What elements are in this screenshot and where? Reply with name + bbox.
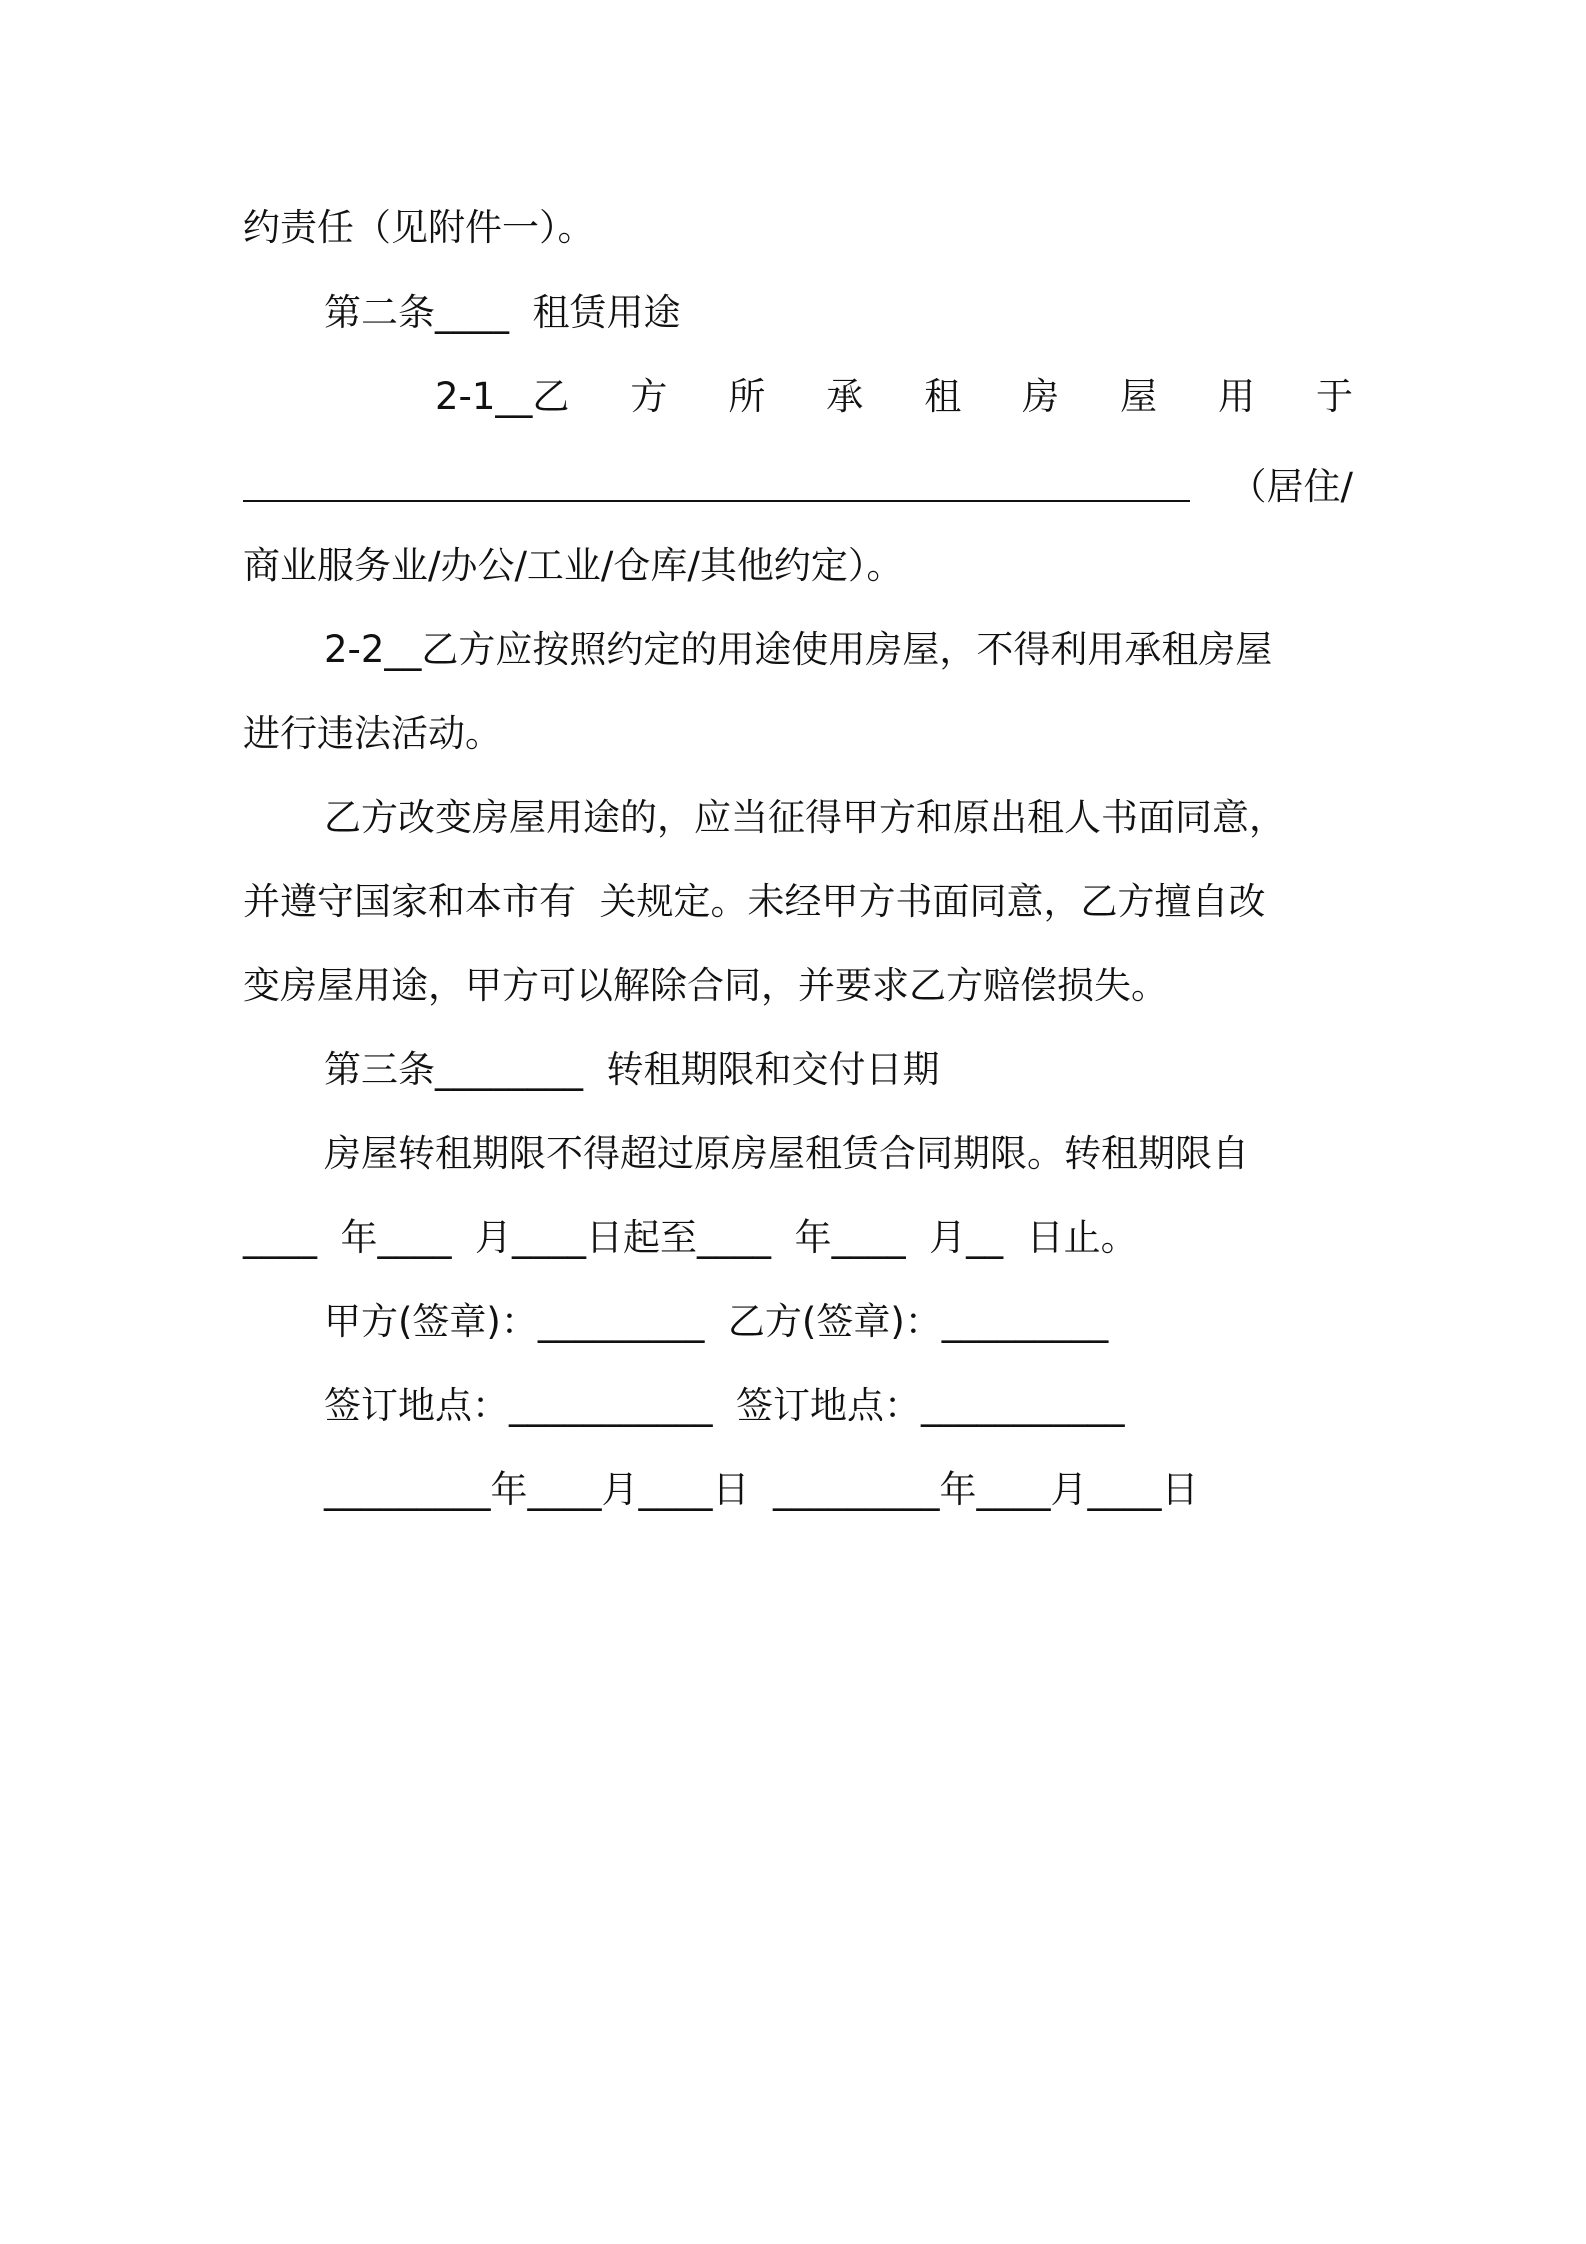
clause-2-1-char: 用 xyxy=(1218,375,1255,418)
clause-2-1-char: 屋 xyxy=(1120,375,1158,418)
signature-place-line: 签订地点：___________ 签订地点：___________ xyxy=(324,1384,1125,1427)
paragraph-continuation: 约责任（见附件一）。 xyxy=(243,206,595,249)
clause-2-2-line2: 进行违法活动。 xyxy=(243,712,502,755)
clause-2-2-line1: 2-2__乙方应按照约定的用途使用房屋，不得利用承租房屋 xyxy=(324,628,1273,671)
change-use-line3: 变房屋用途，甲方可以解除合同，并要求乙方赔偿损失。 xyxy=(243,964,1168,1007)
fill-in-blank xyxy=(243,500,1190,502)
clause-2-1-char: 房 xyxy=(1022,375,1060,418)
clause-2-1-blank-line xyxy=(243,462,1353,512)
term-line2: ____ 年____ 月____日起至____ 年____ 月__ 日止。 xyxy=(243,1216,1138,1259)
clause-2-1-options-start: （居住/ xyxy=(1229,465,1353,508)
clause-2-1-char: 2-1__乙 xyxy=(435,375,570,418)
change-use-line1: 乙方改变房屋用途的，应当征得甲方和原出租人书面同意， xyxy=(324,796,1286,839)
clause-2-1-char: 所 xyxy=(728,375,766,418)
clause-2-1-char: 承 xyxy=(826,375,864,418)
clause-2-1-char: 于 xyxy=(1315,375,1353,418)
clause-2-1-char: 方 xyxy=(630,375,668,418)
article-2-heading: 第二条____ 租赁用途 xyxy=(324,291,681,334)
signature-date-line: _________年____月____日 _________年____月____日 xyxy=(324,1468,1199,1511)
signature-party-line: 甲方(签章)：_________ 乙方(签章)：_________ xyxy=(324,1300,1109,1343)
change-use-line2: 并遵守国家和本市有 关规定。未经甲方书面同意，乙方擅自改 xyxy=(243,880,1266,923)
clause-2-1-char: 租 xyxy=(924,375,962,418)
article-3-heading: 第三条________ 转租期限和交付日期 xyxy=(324,1048,940,1091)
term-line1: 房屋转租期限不得超过原房屋租赁合同期限。转租期限自 xyxy=(324,1132,1249,1175)
clause-2-1-line2: 商业服务业/办公/工业/仓库/其他约定）。 xyxy=(243,544,904,587)
clause-2-1-line1 xyxy=(435,372,1353,422)
